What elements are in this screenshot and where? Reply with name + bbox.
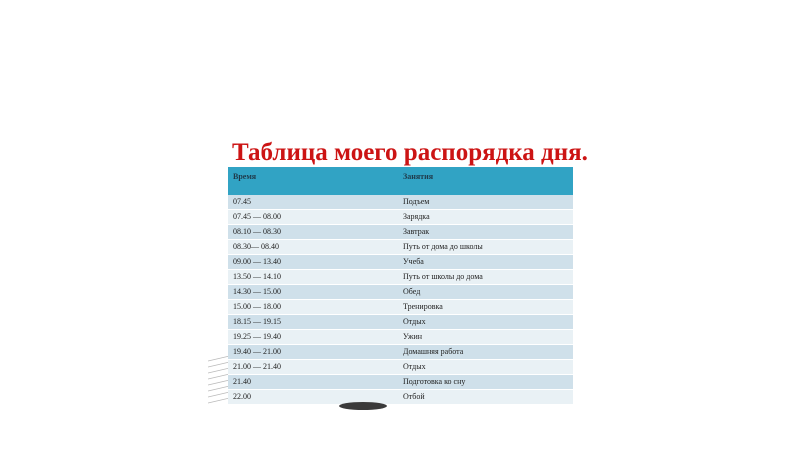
table-row — [228, 210, 573, 225]
time-cell: 21.40 — [228, 375, 398, 390]
time-cell: 22.00 — [228, 390, 398, 405]
time-cell: 09.00 — 13.40 — [228, 255, 398, 270]
table-row — [228, 225, 573, 240]
activity-cell: Зарядка — [398, 210, 573, 225]
activity-cell: Завтрак — [398, 225, 573, 240]
time-cell: 14.30 — 15.00 — [228, 285, 398, 300]
time-cell: 07.45 — 08.00 — [228, 210, 398, 225]
table-row — [228, 315, 573, 330]
activity-cell: Отдых — [398, 360, 573, 375]
time-cell: 08.10 — 08.30 — [228, 225, 398, 240]
time-cell: 19.25 — 19.40 — [228, 330, 398, 345]
table-row — [228, 240, 573, 255]
shadow-decoration — [338, 401, 388, 411]
time-cell: 08.30— 08.40 — [228, 240, 398, 255]
table-row — [228, 195, 573, 210]
table-header-row — [228, 167, 573, 195]
table-row — [228, 300, 573, 315]
header-activity: Занятия — [398, 167, 573, 195]
activity-cell: Подготовка ко сну — [398, 375, 573, 390]
activity-cell: Путь от дома до школы — [398, 240, 573, 255]
time-cell: 18.15 — 19.15 — [228, 315, 398, 330]
table-row — [228, 270, 573, 285]
header-time: Время — [228, 167, 398, 195]
table-row — [228, 255, 573, 270]
activity-cell: Обед — [398, 285, 573, 300]
schedule-table — [228, 167, 573, 405]
table-row — [228, 375, 573, 390]
time-cell: 07.45 — [228, 195, 398, 210]
table-row — [228, 390, 573, 405]
activity-cell: Путь от школы до дома — [398, 270, 573, 285]
activity-cell: Тренировка — [398, 300, 573, 315]
activity-cell: Отбой — [398, 390, 573, 405]
page-title: Таблица моего распорядка дня. — [232, 139, 588, 166]
time-cell: 21.00 — 21.40 — [228, 360, 398, 375]
table-row — [228, 360, 573, 375]
activity-cell: Отдых — [398, 315, 573, 330]
time-cell: 15.00 — 18.00 — [228, 300, 398, 315]
activity-cell: Ужин — [398, 330, 573, 345]
table-row — [228, 345, 573, 360]
table-row — [228, 330, 573, 345]
activity-cell: Подъем — [398, 195, 573, 210]
time-cell: 13.50 — 14.10 — [228, 270, 398, 285]
activity-cell: Учеба — [398, 255, 573, 270]
activity-cell: Домашняя работа — [398, 345, 573, 360]
table-row — [228, 285, 573, 300]
time-cell: 19.40 — 21.00 — [228, 345, 398, 360]
